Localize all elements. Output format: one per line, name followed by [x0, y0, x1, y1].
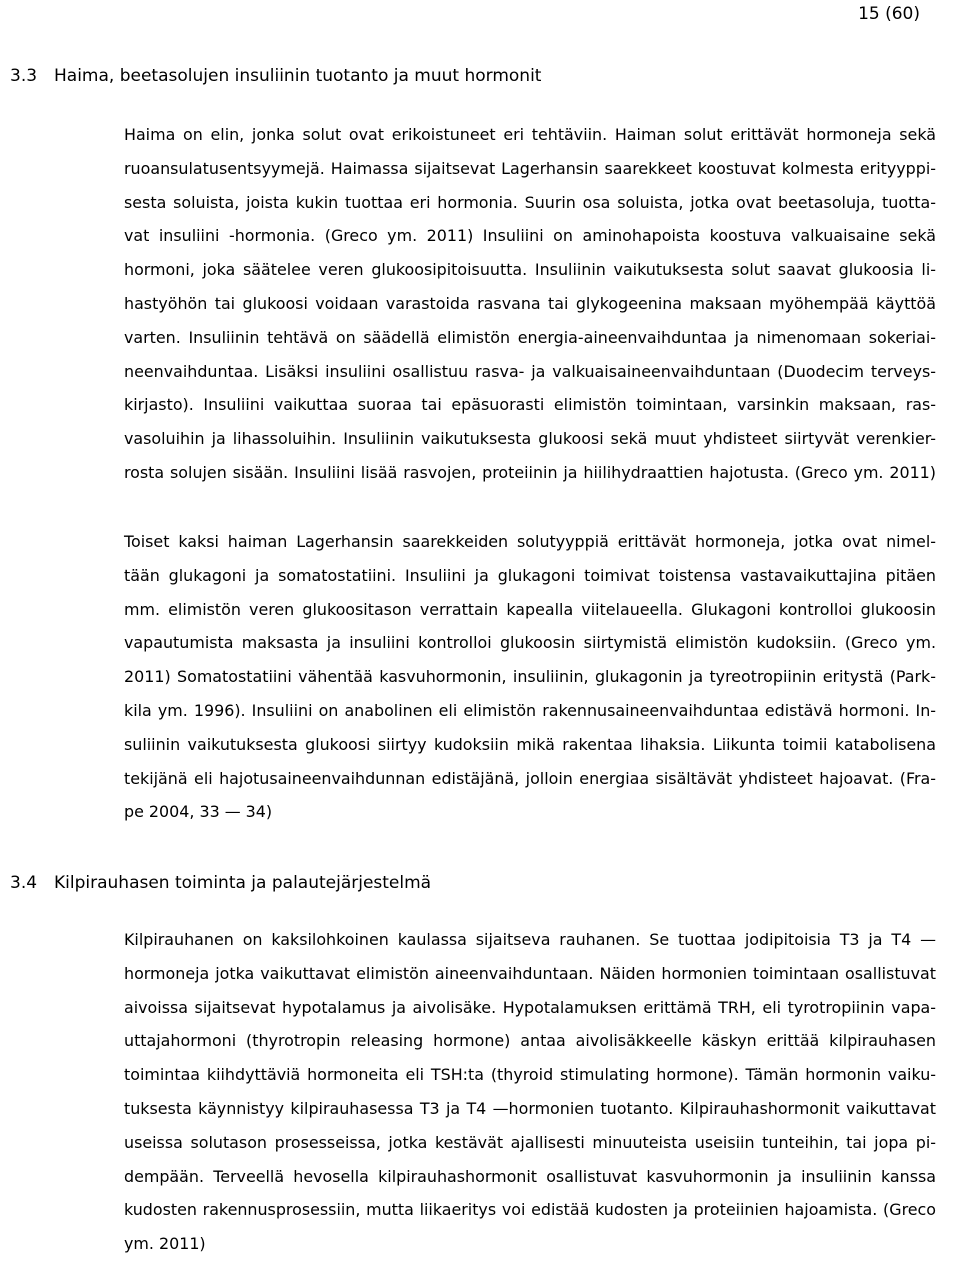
section-heading-3-3 [10, 66, 541, 86]
paragraph-line: kirjasto). Insuliini vaikuttaa suoraa tai epäsuorasti elimistön toimintaan, varsinkin maksaan, ras- [124, 395, 936, 415]
paragraph-thyroid-function [124, 923, 936, 1261]
paragraph-line: aivoissa sijaitsevat hypotalamus ja aivolisäke. Hypotalamuksen erittämä TRH, eli tyrotropiinin vapa- [124, 997, 936, 1017]
paragraph-line: sesta soluista, joista kukin tuottaa eri hormonia. Suurin osa soluista, jotka ovat beetasoluja, tuotta- [124, 192, 936, 212]
page-number: 15 (60) [858, 4, 920, 24]
paragraph-line: tuksesta käynnistyy kilpirauhasessa T3 ja T4 —hormonien tuotanto. Kilpirauhashormonit vaikuttavat [124, 1098, 936, 1118]
paragraph-glucagon-somatostatin [124, 525, 936, 829]
section-number: 3.4 [10, 873, 38, 893]
paragraph-line: vat insuliini -hormonia. (Greco ym. 2011) Insuliini on aminohapoista koostuva valkuaisaine sekä [124, 226, 936, 246]
paragraph-line: useissa solutason prosesseissa, jotka kestävät ajallisesti minuuteista useisiin tunteihin, tai jopa pi- [124, 1132, 936, 1152]
section-title: Kilpirauhasen toiminta ja palautejärjestelmä [54, 873, 432, 893]
paragraph-line: 2011) Somatostatiini vähentää kasvuhormonin, insuliinin, glukagonin ja tyreotropiinin eritystä (Park- [124, 667, 936, 687]
paragraph-line: kila ym. 1996). Insuliini on anabolinen eli elimistön rakennusaineenvaihduntaa edistävä hormoni. In- [124, 700, 936, 720]
paragraph-line: uttajahormoni (thyrotropin releasing hormone) antaa aivolisäkkeelle käskyn erittää kilpirauhasen [124, 1031, 936, 1051]
paragraph-line: Kilpirauhanen on kaksilohkoinen kaulassa sijaitseva rauhanen. Se tuottaa jodipitoisia T3 ja T4 — [124, 930, 936, 949]
paragraph-line: vapautumista maksasta ja insuliini kontrolloi glukoosin siirtymistä elimistön kudoksiin. (Greco ym. [124, 633, 936, 653]
paragraph-line: hastyöhön tai glukoosi voidaan varastoida rasvana tai glykogeenina maksaan myöhempää käyttöä [124, 293, 936, 313]
section-title: Haima, beetasolujen insuliinin tuotanto ja muut hormonit [54, 66, 542, 86]
paragraph-line: Haima on elin, jonka solut ovat erikoistuneet eri tehtäviin. Haiman solut erittävät hormoneja sekä [124, 125, 936, 144]
section-number: 3.3 [10, 66, 38, 86]
paragraph-line: hormoni, joka säätelee veren glukoosipitoisuutta. Insuliinin vaikutuksesta solut saavat glukoosia li- [124, 260, 936, 280]
paragraph-line: tekijänä eli hajotusaineenvaihdunnan edistäjänä, jolloin energiaa sisältävät yhdisteet hajoavat. (Fra- [124, 768, 936, 788]
paragraph-line: toimintaa kiihdyttäviä hormoneita eli TSH:ta (thyroid stimulating hormone). Tämän hormonin vaiku- [124, 1065, 936, 1085]
section-heading-3-4 [10, 873, 431, 893]
paragraph-line: ruoansulatusentsyymejä. Haimassa sijaitsevat Lagerhansin saarekkeet koostuvat kolmesta erityyppi- [124, 158, 936, 178]
paragraph-line: neenvaihduntaa. Lisäksi insuliini osallistuu rasva- ja valkuaisaineenvaihduntaan (Duodecim terveys- [124, 361, 936, 381]
paragraph-line: hormoneja jotka vaikuttavat elimistön aineenvaihduntaan. Näiden hormonien toimintaan osallistuvat [124, 963, 936, 983]
paragraph-line: kudosten rakennusprosessiin, mutta liikaeritys voi edistää kudosten ja proteiinien hajoamista. (Greco [124, 1200, 936, 1220]
paragraph-line: vasoluihin ja lihassoluihin. Insuliinin vaikutuksesta glukoosi sekä muut yhdisteet siirtyvät verenkier- [124, 429, 936, 449]
paragraph-insulin-production [124, 118, 936, 490]
paragraph-line: tään glukagoni ja somatostatiini. Insuliini ja glukagoni toimivat toistensa vastavaikuttajina pitäen [124, 565, 936, 585]
paragraph-line: rosta solujen sisään. Insuliini lisää rasvojen, proteiinin ja hiilihydraattien hajotusta. (Greco ym. 2011) [124, 462, 936, 482]
paragraph-line: mm. elimistön veren glukoositason verrattain kapealla viitelaueella. Glukagoni kontrolloi glukoosin [124, 599, 936, 619]
paragraph-line: dempään. Terveellä hevosella kilpirauhashormonit osallistuvat kasvuhormonin ja insuliinin kanssa [124, 1166, 936, 1186]
paragraph-line: ym. 2011) [124, 1234, 206, 1254]
paragraph-line: varten. Insuliinin tehtävä on säädellä elimistön energia-aineenvaihduntaa ja nimenomaan sokeriai- [124, 327, 936, 347]
paragraph-line: suliinin vaikutuksesta glukoosi siirtyy kudoksiin mikä rakentaa lihaksia. Liikunta toimii katabolisena [124, 734, 936, 754]
paragraph-line: pe 2004, 33 — 34) [124, 802, 273, 822]
paragraph-line: Toiset kaksi haiman Lagerhansin saarekkeiden solutyyppiä erittävät hormoneja, jotka ovat nimel- [124, 532, 936, 551]
